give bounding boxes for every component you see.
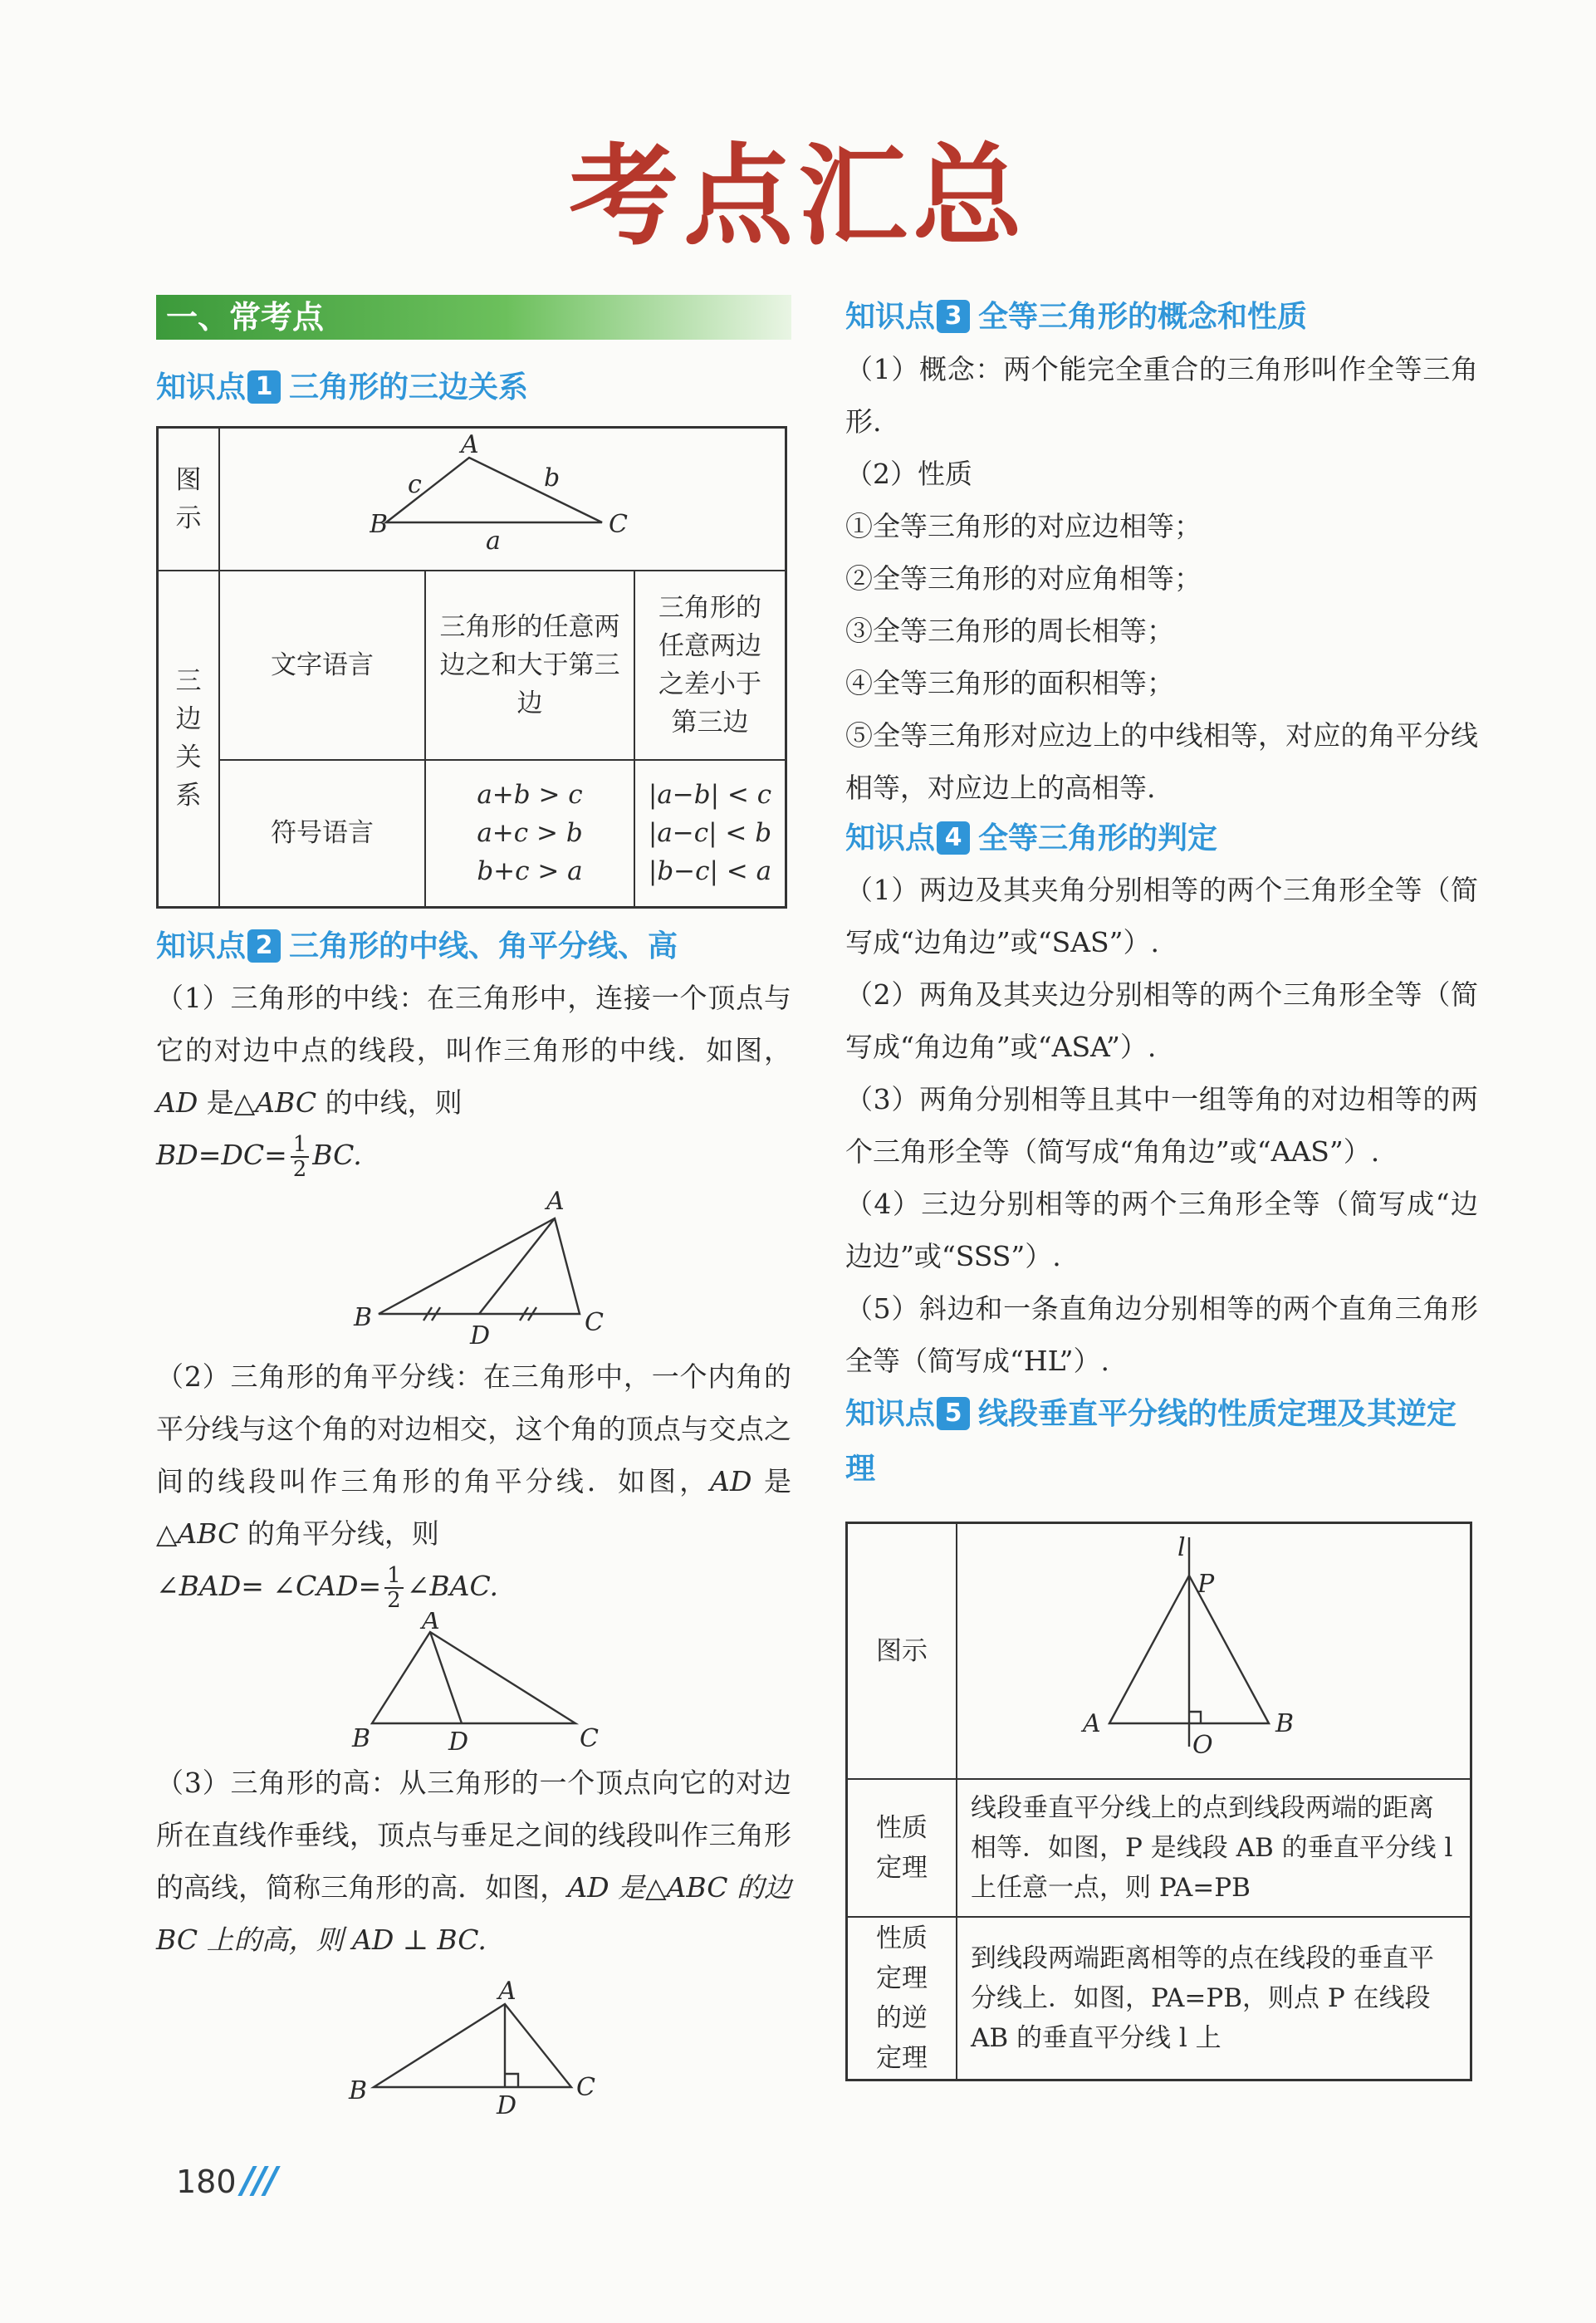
relation-label: 三边关系 <box>158 571 220 908</box>
left-column <box>156 295 791 2127</box>
page-number: 180 <box>176 2164 237 2200</box>
kp5-title: 线段垂直平分线的性质定理及其逆定理 <box>845 1397 1457 1486</box>
svg-text:C: C <box>576 2073 595 2102</box>
bisector-paragraph: （2）三角形的角平分线：在三角形中，一个内角的平分线与这个角的对边相交，这个角的顶点与交点之间的线段叫作三角形的角平分线．如图，AD 是△ABC 的角平分线，则 ∠BAD= ∠CAD= $\frac{1}{2}$ ∠BAC. <box>156 1360 791 1613</box>
kp5-heading: 知识点 5 线段垂直平分线的性质定理及其逆定理 <box>845 1397 1457 1486</box>
altitude-paragraph: （3）三角形的高：从三角形的一个顶点向它的对边所在直线作垂线，顶点与垂足之间的线段叫作三角形的高线，简称三角形的高．如图，AD 是△ABC 的边 BC 上的高，则 AD ⊥ BC. <box>156 1767 792 1956</box>
svg-text:B: B <box>354 1303 373 1332</box>
triangle-diagram-cell <box>219 428 786 571</box>
sum-rule: 三角形的任意两边之和大于第三边 <box>425 571 634 760</box>
svg-text:B: B <box>352 1724 371 1753</box>
svg-text:D: D <box>470 1321 491 1347</box>
kp3-item: ①全等三角形的对应边相等； <box>845 510 1202 542</box>
footer-slashes: /// <box>241 2159 277 2202</box>
kp1-heading: 知识点 1 三角形的三边关系 <box>156 370 529 404</box>
kp4-item: （4）三边分别相等的两个三角形全等（简写成“边边边”或“SSS”）. <box>845 1188 1478 1272</box>
sum-inequalities: a+b > c a+c > b b+c > a <box>425 760 634 908</box>
kp3-item: （1）概念：两个能完全重合的三角形叫作全等三角形. <box>845 353 1478 438</box>
page-title: 考点汇总 <box>569 133 1027 261</box>
kp5-number: 5 <box>937 1397 970 1430</box>
property-theorem-text: 线段垂直平分线上的点到线段两端的距离相等．如图，P 是线段 AB 的垂直平分线 l 上任意一点，则 PA=PB <box>957 1779 1471 1917</box>
triangle-abc-diagram <box>370 431 635 556</box>
label-side-c: c <box>408 470 422 500</box>
label-b-vertex: B <box>370 510 389 540</box>
svg-text:D: D <box>448 1728 469 1753</box>
diff-rule: 三角形的任意两边之差小于第三边 <box>634 571 786 760</box>
kp3-heading: 知识点 3 全等三角形的概念和性质 <box>845 300 1308 334</box>
svg-text:A: A <box>1082 1708 1101 1738</box>
converse-theorem-label: 性质定理的逆定理 <box>847 1917 957 2080</box>
label-c-vertex: C <box>609 510 628 540</box>
symbol-language-label: 符号语言 <box>219 760 425 908</box>
svg-text:B: B <box>1275 1708 1294 1738</box>
median-paragraph: （1）三角形的中线：在三角形中，连接一个顶点与它的对边中点的线段，叫作三角形的中线．如图，AD 是△ABC 的中线，则 BD=DC= $\frac{1}{2}$ BC. <box>156 982 791 1182</box>
altitude-diagram <box>156 1966 791 2124</box>
kp3-item: ③全等三角形的周长相等； <box>845 615 1174 647</box>
svg-text:P: P <box>1197 1569 1214 1599</box>
kp4-item: （2）两角及其夹边分别相等的两个三角形全等（简写成“角边角”或“ASA”）. <box>845 978 1478 1063</box>
property-theorem-label: 性质定理 <box>847 1779 957 1917</box>
perpendicular-bisector-diagram <box>982 1527 1447 1768</box>
svg-text:A: A <box>546 1187 565 1216</box>
median-diagram <box>156 1181 791 1347</box>
kp4-heading: 知识点 4 全等三角形的判定 <box>845 821 1218 855</box>
angle-bisector-diagram <box>156 1612 791 1753</box>
kp3-title: 全等三角形的概念和性质 <box>978 300 1308 334</box>
kp3-item: ②全等三角形的对应角相等； <box>845 562 1202 595</box>
kp4-number: 4 <box>937 821 970 855</box>
kp2-heading: 知识点 2 三角形的中线、角平分线、高 <box>156 929 678 963</box>
kp5-diagram-label: 图示 <box>847 1523 957 1779</box>
fraction-half: $\frac{1}{2}$ <box>291 1133 310 1181</box>
diagram-label: 图示 <box>158 428 220 571</box>
triangle-sides-table <box>156 426 787 909</box>
perpendicular-bisector-table <box>845 1522 1472 2081</box>
kp4-item: （1）两边及其夹角分别相等的两个三角形全等（简写成“边角边”或“SAS”）. <box>845 874 1478 958</box>
svg-text:A: A <box>422 1612 440 1635</box>
kp3-item: ④全等三角形的面积相等； <box>845 667 1174 699</box>
svg-text:l: l <box>1177 1532 1186 1562</box>
label-side-b: b <box>544 463 561 493</box>
kp4-item: （3）两角分别相等且其中一组等角的对边相等的两个三角形全等（简写成“角角边”或“AAS”）. <box>845 1083 1478 1168</box>
svg-text:B: B <box>349 2076 368 2105</box>
kp1-title: 三角形的三边关系 <box>289 370 529 404</box>
kp4-item: （5）斜边和一条直角边分别相等的两个直角三角形全等（简写成“HL”）. <box>845 1292 1478 1377</box>
kp2-title: 三角形的中线、角平分线、高 <box>289 929 678 963</box>
svg-text:C: C <box>585 1308 604 1337</box>
converse-theorem-text: 到线段两端距离相等的点在线段的垂直平分线上．如图，PA=PB，则点 P 在线段 AB 的垂直平分线 l 上 <box>957 1917 1471 2080</box>
svg-text:C: C <box>580 1724 599 1753</box>
text-language-label: 文字语言 <box>219 571 425 760</box>
svg-text:D: D <box>497 2091 517 2120</box>
diff-inequalities: |a−b| < c |a−c| < b |b−c| < a <box>634 760 786 908</box>
kp5-diagram-cell <box>957 1523 1471 1779</box>
kp4-title: 全等三角形的判定 <box>978 821 1218 855</box>
svg-text:O: O <box>1192 1730 1213 1760</box>
kp1-number: 1 <box>247 370 281 404</box>
label-side-a: a <box>486 527 501 556</box>
kp2-number: 2 <box>247 929 281 963</box>
kp3-number: 3 <box>937 300 970 333</box>
kp3-item: ⑤全等三角形对应边上的中线相等，对应的角平分线相等，对应边上的高相等. <box>845 719 1478 804</box>
section-header: 一、常考点 <box>156 295 791 340</box>
svg-text:A: A <box>498 1977 516 2006</box>
right-column <box>845 295 1478 2081</box>
fraction-half-2: $\frac{1}{2}$ <box>384 1564 404 1612</box>
kp3-item: （2）性质 <box>845 458 972 490</box>
page-footer <box>176 2159 277 2202</box>
label-a-vertex: A <box>461 431 479 460</box>
